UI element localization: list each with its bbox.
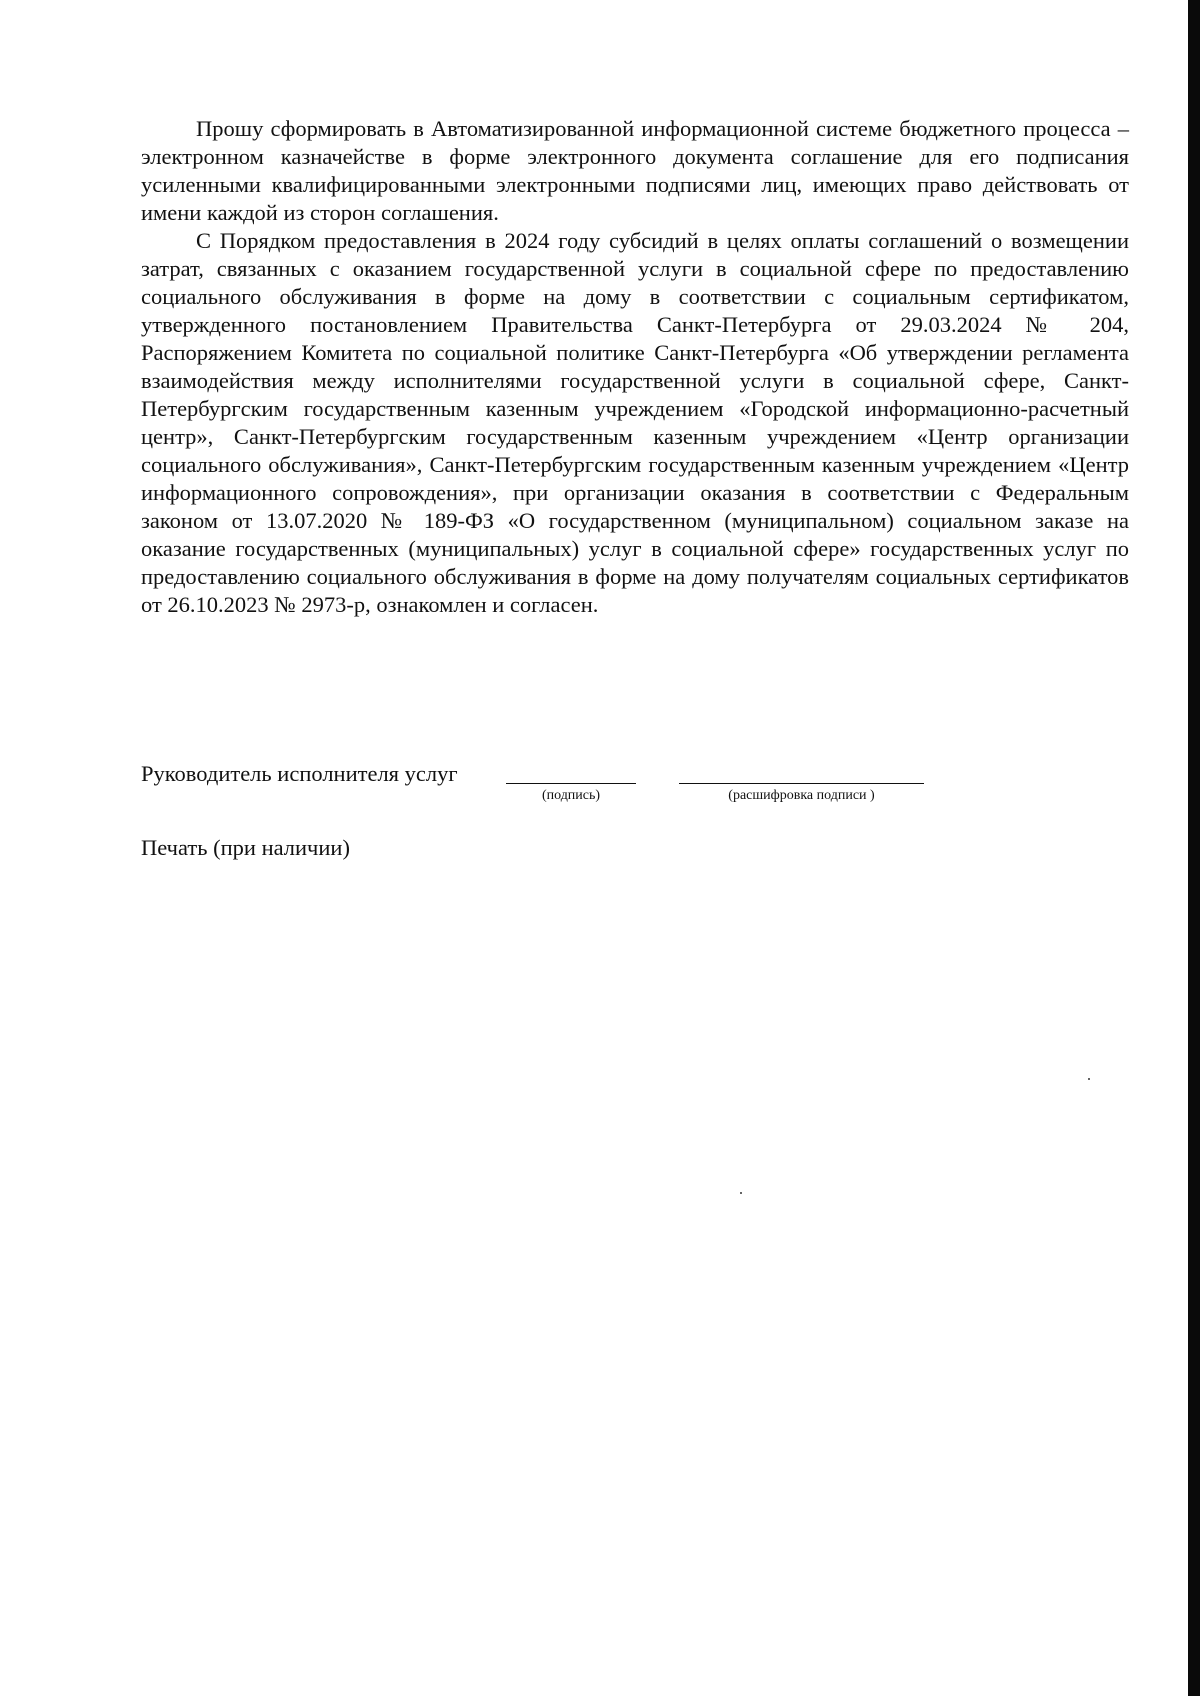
signatory-role-label: Руководитель исполнителя услуг: [141, 761, 458, 786]
signature-caption: (подпись): [541, 788, 601, 803]
document-body: [141, 115, 1129, 619]
signature-decoding-line: [679, 783, 924, 784]
signature-decoding-caption: (расшифровка подписи ): [728, 788, 875, 803]
scan-edge-border: [1188, 0, 1200, 1696]
scan-speck: [740, 1192, 742, 1194]
stamp-label: Печать (при наличии): [141, 835, 350, 860]
scan-speck: [1088, 1078, 1090, 1080]
request-paragraph: Прошу сформировать в Автоматизированной информационной системе бюджетного процесса – электронном казначействе в форме электронного документа соглашение для его подписания усиленными квалифицированными электронными подписями лиц, имеющих право действовать от имени каждой из сторон соглашения.: [141, 116, 1129, 225]
signature-line: [506, 783, 636, 784]
agreement-paragraph: С Порядком предоставления в 2024 году субсидий в целях оплаты соглашений о возмещении затрат, связанных с оказанием государственной услуги в социальной сфере по предоставлению социального обслуживания в форме на дому в соответствии с социальным сертификатом, утвержденного постановлением Правительства Санкт-Петербурга от 29.03.2024 № 204, Распоряжением Комитета по социальной политике Санкт-Петербурга «Об утверждении регламента взаимодействия между исполнителями государственной услуги в социальной сфере, Санкт-Петербургским государственным казенным учреждением «Городской информационно-расчетный центр», Санкт-Петербургским государственным казенным учреждением «Центр организации социального обслуживания», Санкт-Петербургским государственным казенным учреждением «Центр информационного сопровождения», при организации оказания в соответствии с Федеральным законом от 13.07.2020 № 189-ФЗ «О государственном (муниципальном) социальном заказе на оказание государственных (муниципальных) услуг в социальной сфере» государственных услуг по предоставлению социального обслуживания в форме на дому получателям социальных сертификатов от 26.10.2023 № 2973-р, ознакомлен и согласен.: [141, 228, 1129, 617]
